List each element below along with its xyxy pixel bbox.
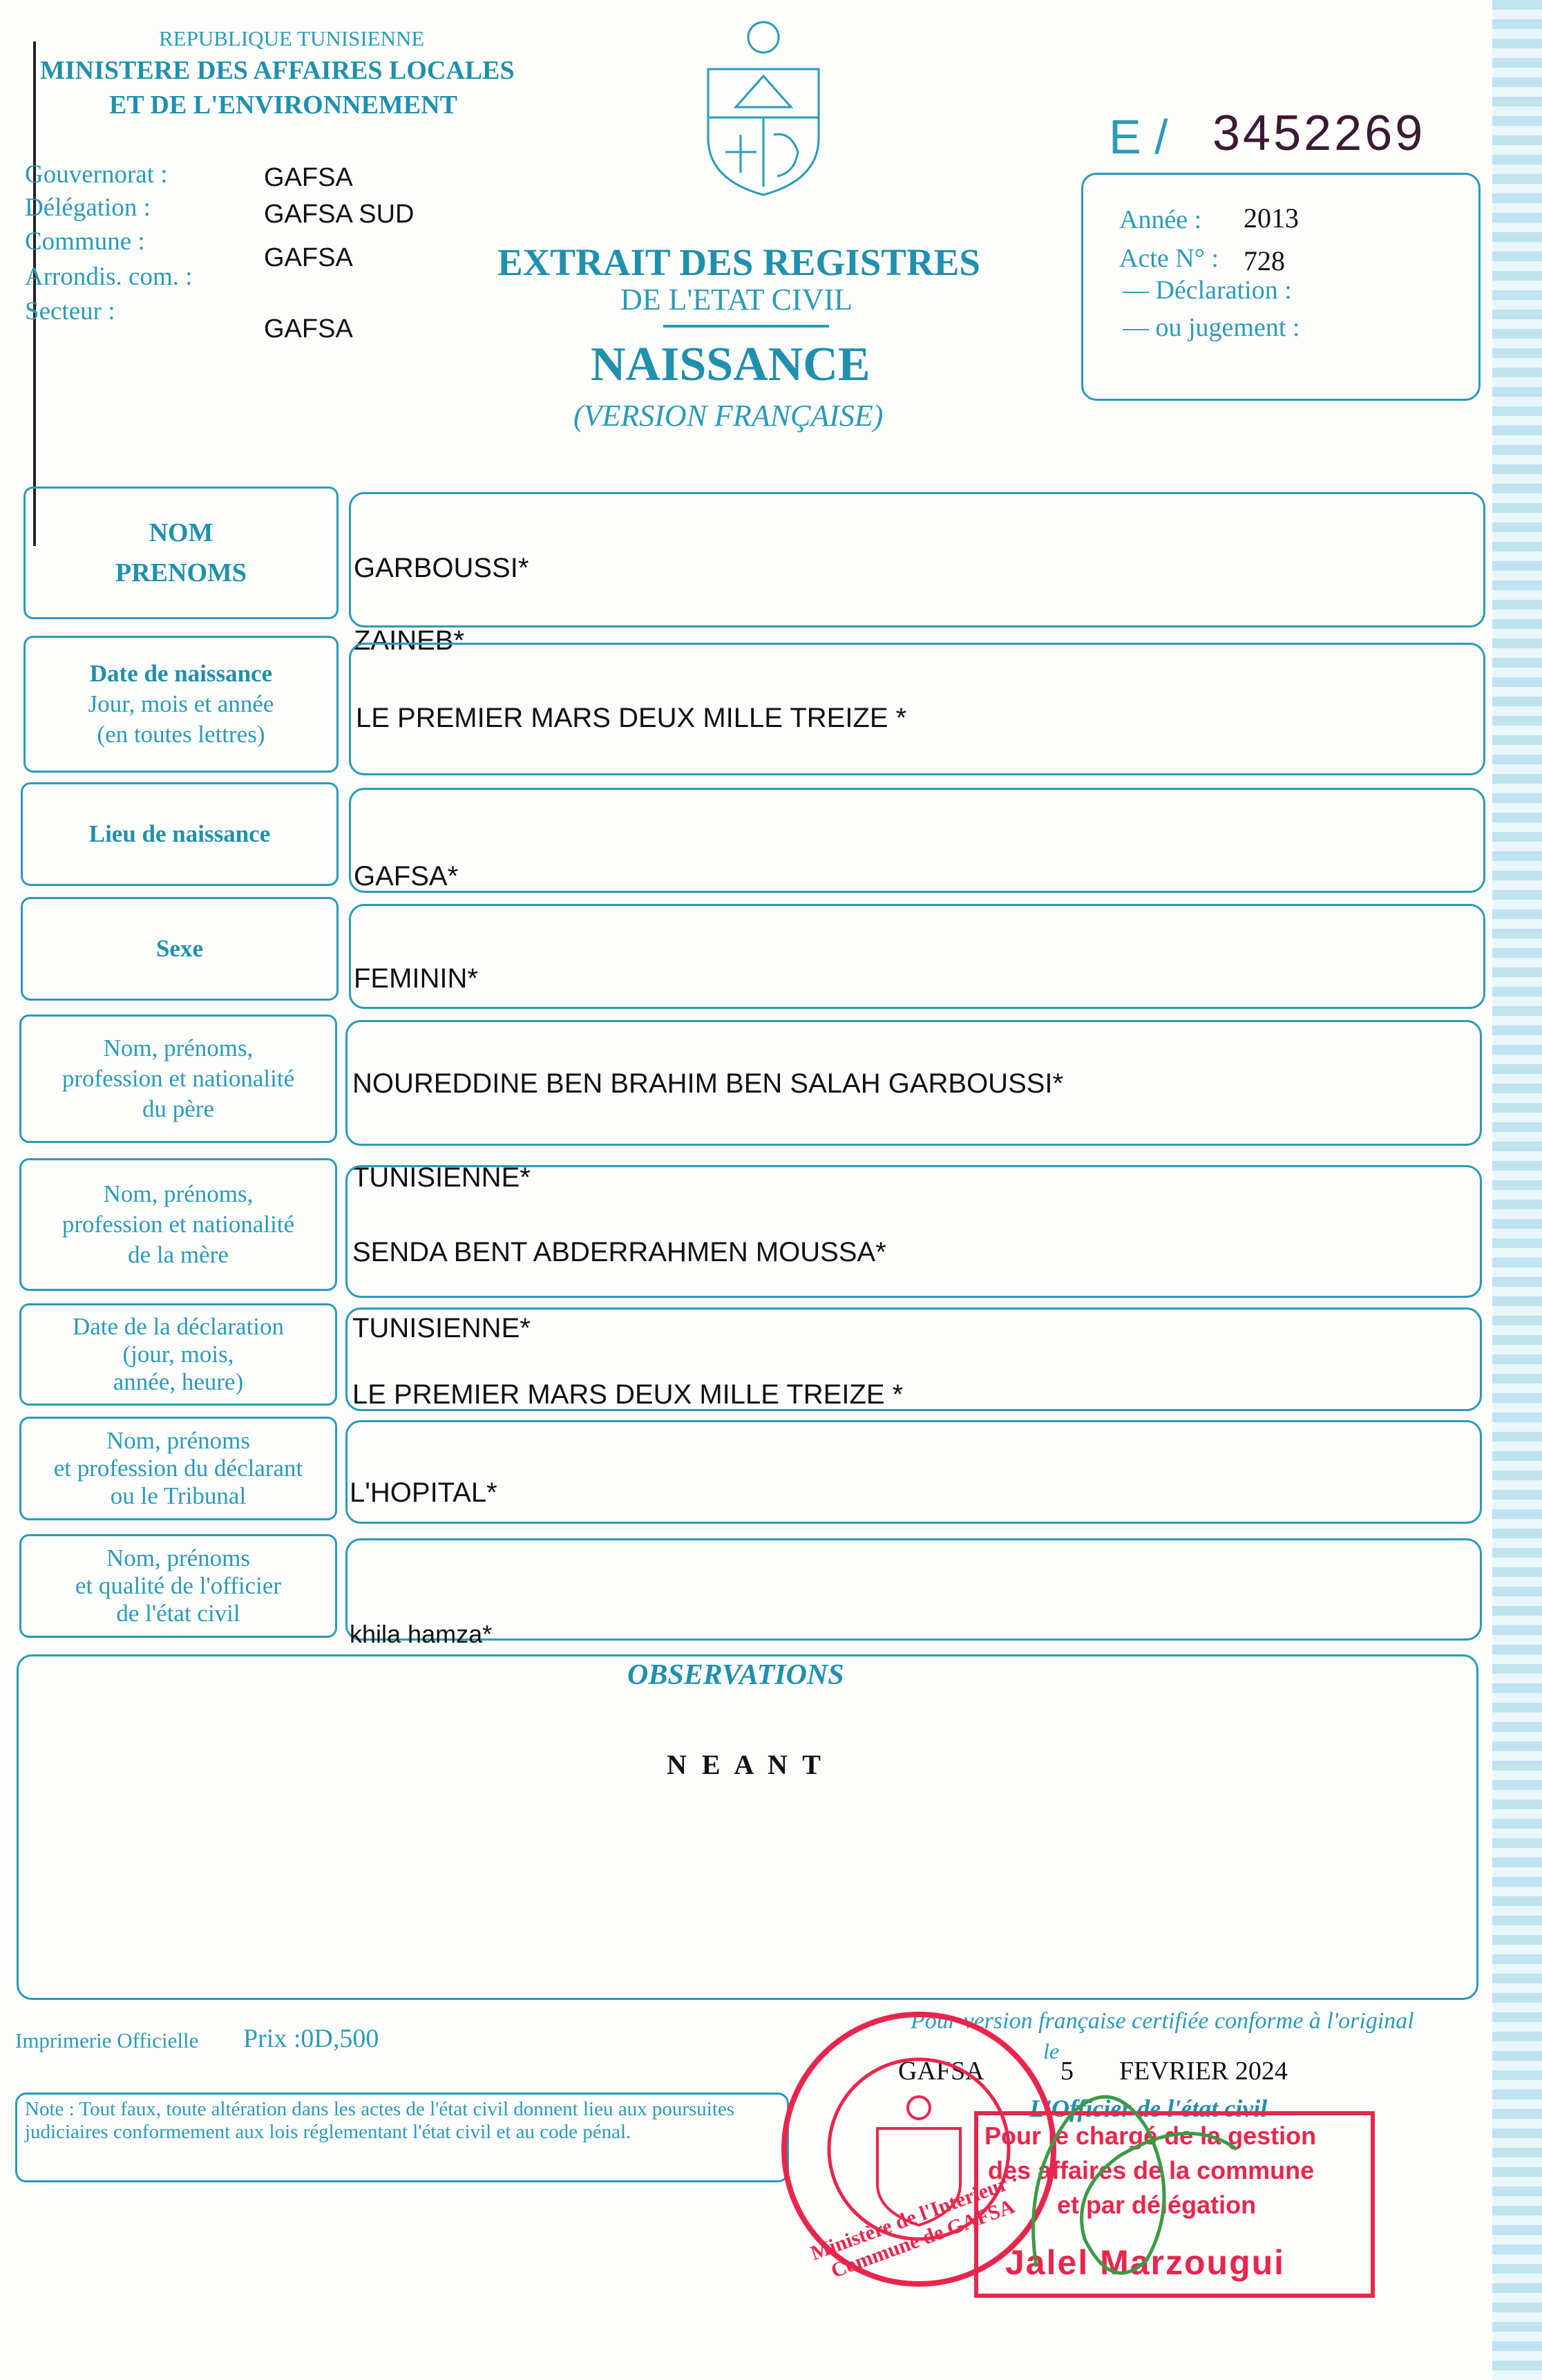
ministry-line2: ET DE L'ENVIRONNEMENT xyxy=(109,91,457,120)
declaration-date-value: LE PREMIER MARS DEUX MILLE TREIZE * xyxy=(352,1379,904,1410)
pere-label-line1: Nom, prénoms, xyxy=(103,1035,254,1061)
pere-label xyxy=(19,1014,337,1143)
observations-title: OBSERVATIONS xyxy=(627,1659,844,1691)
sexe-label xyxy=(21,897,339,1001)
observations-box xyxy=(17,1654,1478,2000)
mere-label-line3: de la mère xyxy=(128,1241,229,1268)
jugement-label: — ou jugement : xyxy=(1123,313,1300,342)
stamp-line3: et par délégation xyxy=(1057,2191,1257,2219)
annee-label: Année : xyxy=(1119,205,1202,234)
decorative-border xyxy=(1492,0,1542,2380)
title-version: (VERSION FRANÇAISE) xyxy=(573,399,884,433)
admin-label-secteur: Secteur : xyxy=(25,297,115,325)
admin-value-commune: GAFSA xyxy=(264,243,353,272)
admin-label-delegation: Délégation : xyxy=(25,193,151,222)
admin-label-arrondissement: Arrondis. com. : xyxy=(25,263,193,291)
declarant-value: L'HOPITAL* xyxy=(350,1477,497,1508)
stamp-line2: des affaires de la commune xyxy=(988,2156,1315,2184)
mere-label-line2: profession et nationalité xyxy=(61,1211,295,1238)
observations-value: N E A N T xyxy=(667,1749,825,1780)
issue-place: GAFSA xyxy=(898,2057,984,2086)
admin-value-secteur: GAFSA xyxy=(264,314,353,343)
decl-label-line1: Date de la déclaration xyxy=(72,1313,285,1340)
decl-label-line3: année, heure) xyxy=(113,1368,244,1395)
officier-value: khila hamza* xyxy=(350,1620,493,1648)
title-underline xyxy=(663,325,829,328)
admin-label-commune: Commune : xyxy=(25,227,145,256)
officer-title: L'Officier de l'état civil xyxy=(1029,2095,1268,2122)
lieu-label-title: Lieu de naissance xyxy=(88,820,271,847)
dob-label-title: Date de naissance xyxy=(89,660,273,687)
lieu-label xyxy=(21,782,339,886)
acte-label: Acte N° : xyxy=(1119,244,1219,273)
officier-label-line1: Nom, prénoms xyxy=(106,1545,251,1571)
lieu-value: GAFSA* xyxy=(354,861,459,891)
dob-label-line2: Jour, mois et année xyxy=(88,690,274,717)
certified-le: le xyxy=(1043,2039,1060,2063)
coat-of-arms-emblem xyxy=(694,14,832,200)
stamp-name: Jalel Marzougui xyxy=(1005,2243,1286,2282)
declarant-label-line3: ou le Tribunal xyxy=(110,1482,247,1509)
dob-label xyxy=(23,636,339,773)
sexe-label-title: Sexe xyxy=(155,935,204,962)
pere-label-line2: profession et nationalité xyxy=(61,1065,295,1092)
prenoms-value: ZAINEB* xyxy=(354,625,465,656)
mere-value-box xyxy=(345,1165,1482,1298)
issue-day: 5 xyxy=(1060,2057,1074,2086)
officier-label xyxy=(19,1534,337,1638)
title-line1: EXTRAIT DES REGISTRES xyxy=(497,241,980,283)
mere-value: SENDA BENT ABDERRAHMEN MOUSSA* xyxy=(352,1237,886,1267)
declaration-date-label xyxy=(19,1303,337,1406)
imprimerie-label: Imprimerie Officielle xyxy=(15,2028,199,2052)
officier-label-line3: de l'état civil xyxy=(116,1600,240,1627)
admin-label-gouvernorat: Gouvernorat : xyxy=(25,160,168,189)
certified-text: Pour version française certifiée conforme à l'original xyxy=(911,2008,1414,2034)
note-text: Note : Tout faux, toute altération dans les actes de l'état civil donnent lieu aux poursuites judiciaires conformement aux lois réglementant l'état civil et au code pénal. xyxy=(25,2098,735,2143)
issue-month-year: FEVRIER 2024 xyxy=(1119,2057,1288,2086)
dob-value: LE PREMIER MARS DEUX MILLE TREIZE * xyxy=(356,703,907,733)
mere-label xyxy=(19,1158,337,1291)
serial-number: 3452269 xyxy=(1212,106,1426,161)
annee-value: 2013 xyxy=(1244,202,1299,234)
country-name: REPUBLIQUE TUNISIENNE xyxy=(159,26,425,50)
lieu-value-box xyxy=(349,788,1485,893)
nom-value: GARBOUSSI* xyxy=(354,553,529,583)
acte-value: 728 xyxy=(1244,245,1285,276)
officier-value-box xyxy=(345,1538,1482,1641)
declarant-label xyxy=(19,1417,337,1520)
declarant-value-box xyxy=(345,1420,1482,1524)
officier-label-line2: et qualité de l'officier xyxy=(75,1572,282,1599)
prix-label: Prix :0D,500 xyxy=(243,2024,379,2053)
admin-value-gouvernorat: GAFSA xyxy=(264,163,353,192)
mere-nationality: TUNISIENNE* xyxy=(352,1313,531,1343)
admin-value-delegation: GAFSA SUD xyxy=(264,200,415,229)
serial-prefix: E / xyxy=(1109,110,1168,164)
dob-label-line3: (en toutes lettres) xyxy=(97,721,265,748)
mere-label-line1: Nom, prénoms, xyxy=(103,1180,254,1207)
ministry-line1: MINISTERE DES AFFAIRES LOCALES xyxy=(40,56,515,85)
decl-label-line2: (jour, mois, xyxy=(122,1341,234,1368)
pere-label-line3: du père xyxy=(142,1095,214,1122)
sexe-value: FEMININ* xyxy=(354,963,478,994)
declarant-label-line1: Nom, prénoms xyxy=(106,1427,251,1454)
nom-prenoms-label xyxy=(23,487,339,619)
stamp-line1: Pour le chargé de la gestion xyxy=(984,2122,1317,2150)
title-line2: DE L'ETAT CIVIL xyxy=(620,283,853,317)
pere-value: NOUREDDINE BEN BRAHIM BEN SALAH GARBOUSSI* xyxy=(352,1068,1064,1099)
nom-label: NOM xyxy=(149,518,213,547)
declaration-label: — Déclaration : xyxy=(1123,276,1292,305)
stamp-ring-text: Ministère de l'Intérieur · Commune de GAFSA xyxy=(807,2168,1022,2283)
pere-nationality: TUNISIENNE* xyxy=(352,1162,531,1193)
prenoms-label: PRENOMS xyxy=(115,558,247,587)
sexe-value-box xyxy=(349,904,1485,1009)
declarant-label-line2: et profession du déclarant xyxy=(53,1455,303,1482)
handwritten-signature xyxy=(1009,2073,1257,2294)
title-main: NAISSANCE xyxy=(591,338,870,391)
